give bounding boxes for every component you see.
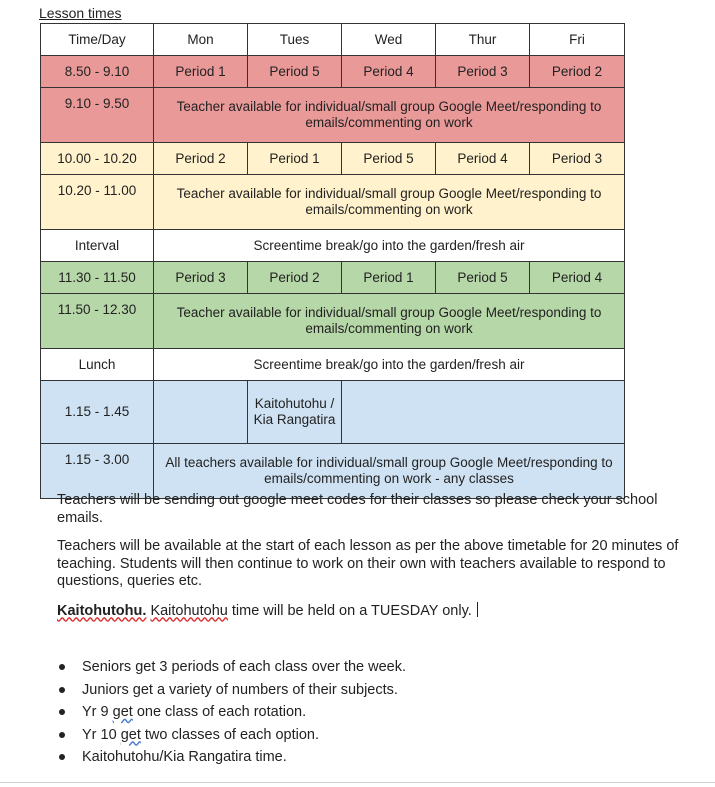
note-paragraph: Teachers will be available at the start of each lesson as per the above timetable for 20 minutes of teaching. Students will then continue to work on their own with teachers available to respond to questions, queries etc.	[57, 538, 679, 589]
note-paragraph: Teachers will be sending out google meet codes for their classes so please check your school emails.	[57, 492, 658, 526]
time-cell: 9.10 - 9.50	[41, 88, 154, 143]
period-cell: Kaitohutohu / Kia Rangatira	[248, 381, 342, 444]
period-cell: Period 5	[248, 56, 342, 88]
period-cell: Period 4	[530, 262, 625, 294]
page-divider	[0, 782, 715, 783]
text-cursor	[477, 602, 478, 617]
time-cell: 10.00 - 10.20	[41, 143, 154, 175]
bullet-list	[57, 656, 406, 769]
time-cell: Interval	[41, 230, 154, 262]
merged-cell: Teacher available for individual/small group Google Meet/responding to emails/commenting on work	[154, 175, 625, 230]
grammar-flagged-word: get	[120, 726, 141, 743]
header-time-day: Time/Day	[41, 24, 154, 56]
header-thur: Thur	[436, 24, 530, 56]
list-item: Seniors get 3 periods of each class over the week.	[57, 656, 406, 679]
grammar-flagged-word: get	[112, 704, 133, 720]
table-row	[41, 262, 625, 294]
list-item: Kaitohutohu/Kia Rangatira time.	[57, 746, 406, 769]
period-cell: Period 2	[154, 143, 248, 175]
list-item	[57, 724, 406, 747]
list-item	[57, 701, 406, 724]
table-row	[41, 294, 625, 349]
notes-section	[57, 492, 697, 631]
merged-cell: Teacher available for individual/small group Google Meet/responding to emails/commenting on work	[154, 294, 625, 349]
period-cell: Period 3	[436, 56, 530, 88]
table-row	[41, 88, 625, 143]
header-fri: Fri	[530, 24, 625, 56]
empty-cell	[342, 381, 625, 444]
merged-cell: Screentime break/go into the garden/fresh air	[154, 230, 625, 262]
period-cell: Period 1	[342, 262, 436, 294]
table-row	[41, 56, 625, 88]
kaitohutohu-word: Kaitohutohu	[150, 602, 228, 619]
list-text: Yr 10	[82, 726, 121, 743]
period-cell: Period 3	[530, 143, 625, 175]
time-cell: 11.50 - 12.30	[41, 294, 154, 349]
merged-cell: All teachers available for individual/small group Google Meet/responding to emails/commenting on work - any classes	[154, 444, 625, 499]
header-tues: Tues	[248, 24, 342, 56]
page-title: Lesson times	[39, 5, 122, 21]
table-row	[41, 349, 625, 381]
note-text: time will be held on a TUESDAY only.	[227, 602, 472, 619]
period-cell: Period 4	[436, 143, 530, 175]
merged-cell: Teacher available for individual/small group Google Meet/responding to emails/commenting on work	[154, 88, 625, 143]
period-cell: Period 2	[248, 262, 342, 294]
time-cell: 10.20 - 11.00	[41, 175, 154, 230]
period-cell: Period 1	[248, 143, 342, 175]
table-row	[41, 444, 625, 499]
list-item: Juniors get a variety of numbers of their subjects.	[57, 679, 406, 702]
time-cell: 8.50 - 9.10	[41, 56, 154, 88]
period-cell: Period 5	[342, 143, 436, 175]
table-row	[41, 175, 625, 230]
table-header-row	[41, 24, 625, 56]
merged-cell: Screentime break/go into the garden/fresh air	[154, 349, 625, 381]
kaitohutohu-bold: Kaitohutohu.	[57, 602, 147, 619]
list-text: one class of each rotation.	[132, 704, 307, 720]
table-row	[41, 230, 625, 262]
time-cell: 11.30 - 11.50	[41, 262, 154, 294]
table-row	[41, 381, 625, 444]
header-wed: Wed	[342, 24, 436, 56]
period-cell: Period 5	[436, 262, 530, 294]
table-row	[41, 143, 625, 175]
period-cell: Period 4	[342, 56, 436, 88]
lesson-timetable	[40, 23, 625, 499]
period-cell: Period 3	[154, 262, 248, 294]
time-cell: 1.15 - 3.00	[41, 444, 154, 499]
empty-cell	[154, 381, 248, 444]
list-text: two classes of each option.	[140, 726, 319, 743]
time-cell: Lunch	[41, 349, 154, 381]
header-mon: Mon	[154, 24, 248, 56]
note-paragraph	[57, 602, 697, 621]
period-cell: Period 2	[530, 56, 625, 88]
list-text: Yr 9	[82, 704, 113, 720]
time-cell: 1.15 - 1.45	[41, 381, 154, 444]
period-cell: Period 1	[154, 56, 248, 88]
